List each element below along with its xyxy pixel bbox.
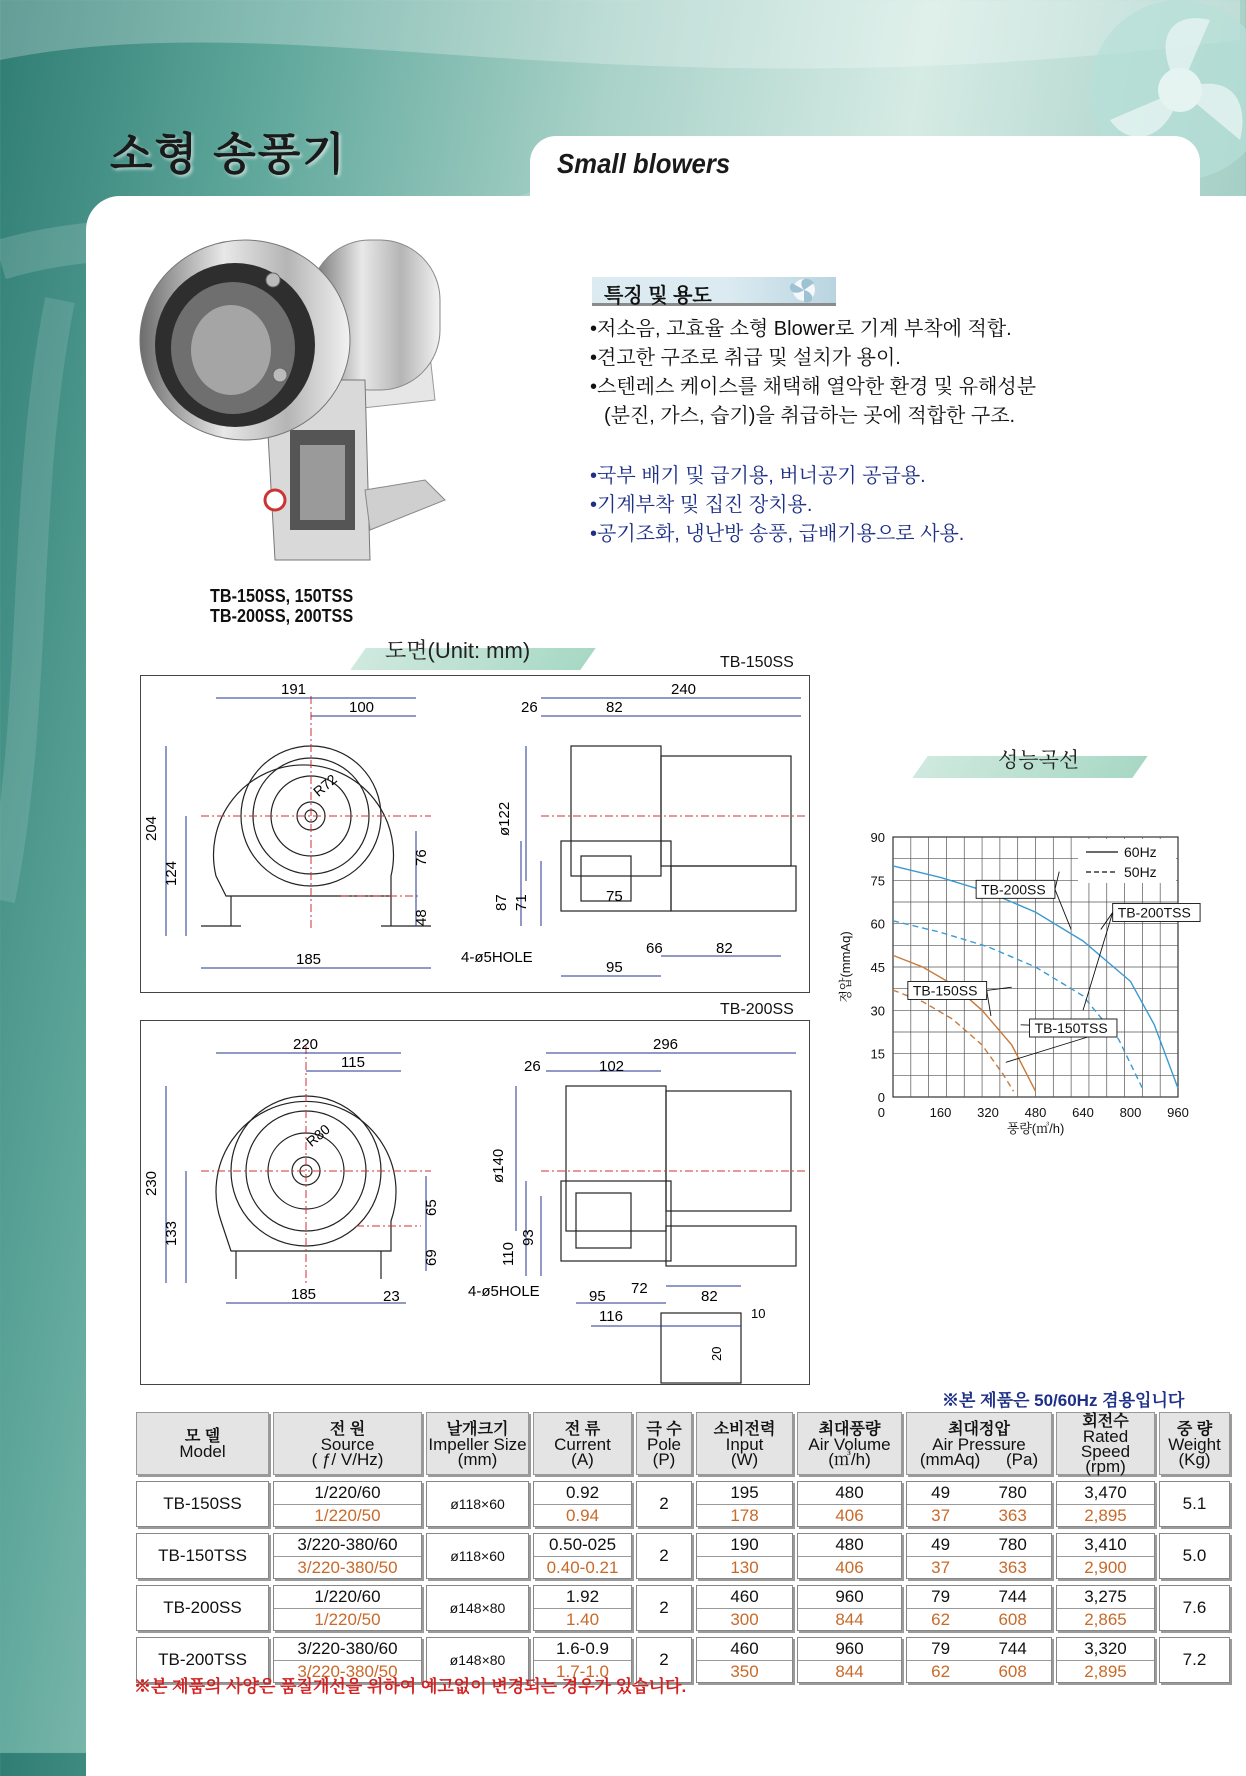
table-cell-input (696, 1481, 793, 1527)
photo-caption-line-2: TB-200SS, 200TSS (210, 606, 354, 626)
dim-116: 116 (599, 1308, 623, 1325)
callout-label: TB-200SS (981, 881, 1046, 898)
table-header-5 (696, 1412, 793, 1475)
dim-185b: 185 (291, 1286, 317, 1303)
y-tick-label: 30 (870, 1003, 885, 1019)
cell-pa: 744 (998, 1639, 1027, 1658)
header-ko: 모 델 (184, 1428, 221, 1445)
cell-pa: 363 (998, 1506, 1027, 1525)
cell-pa: 608 (998, 1662, 1027, 1681)
dim-133: 133 (163, 1220, 180, 1246)
table-row (136, 1585, 1230, 1631)
cell-current-60hz: 1.6-0.9 (534, 1638, 631, 1661)
table-cell-mmaq (906, 1481, 1052, 1527)
photo-caption-line-1: TB-150SS, 150TSS (210, 586, 354, 606)
page-title-korean: 소형 송풍기 (110, 130, 347, 179)
cell-volume-60hz: 480 (798, 1482, 901, 1505)
table-cell-source (273, 1481, 422, 1527)
drawing-tb200ss (140, 1020, 810, 1385)
table-cell-weight: 7.2 (1159, 1637, 1230, 1683)
table-header-3 (533, 1412, 632, 1475)
dim-66: 66 (646, 940, 663, 957)
table-cell-pole: 2 (636, 1637, 692, 1683)
table-cell-current (533, 1533, 632, 1579)
table-cell-volume (797, 1533, 902, 1579)
dim-230: 230 (143, 1170, 160, 1196)
cell-volume-60hz: 960 (798, 1638, 901, 1661)
table-header-7 (906, 1412, 1052, 1475)
table-cell-current (533, 1585, 632, 1631)
drawing-heading: 도면(Unit: mm) (385, 638, 531, 663)
table-cell-source (273, 1533, 422, 1579)
table-cell-pole: 2 (636, 1585, 692, 1631)
feature-item-2: •견고한 구조로 취급 및 설치가 용이. (590, 347, 901, 369)
cell-speed-50hz: 2,865 (1084, 1610, 1127, 1629)
cell-speed-50hz: 2,895 (1084, 1662, 1127, 1681)
table-cell-model: TB-200SS (136, 1585, 269, 1631)
dim-115: 115 (341, 1054, 365, 1071)
table-cell-speed (1056, 1481, 1155, 1527)
drawing-1-label: TB-150SS (720, 654, 794, 671)
table-header-9 (1159, 1412, 1230, 1475)
header-en: Input (725, 1434, 764, 1454)
table-cell-weight: 5.0 (1159, 1533, 1230, 1579)
dim-204: 204 (143, 815, 160, 841)
cell-mmaq: 62 (931, 1610, 951, 1629)
cell-input-50hz: 130 (730, 1558, 759, 1577)
cell-source-60hz: 1/220/60 (274, 1586, 421, 1609)
table-cell-weight: 7.6 (1159, 1585, 1230, 1631)
header-en: Air Pressure (932, 1434, 1026, 1454)
cell-input-60hz: 195 (697, 1482, 792, 1505)
fan-icon (752, 277, 836, 303)
dim-10: 10 (751, 1306, 766, 1321)
header-unit-2: (Pa) (1006, 1449, 1039, 1469)
dim-72: 72 (631, 1280, 648, 1297)
callout-label: TB-200TSS (1117, 904, 1191, 921)
y-tick-label: 90 (870, 830, 885, 845)
table-cell-speed (1056, 1585, 1155, 1631)
feature-item-1: •저소음, 고효율 소형 Blower로 기계 부착에 적합. (590, 318, 1012, 340)
dim-95b: 95 (589, 1288, 606, 1305)
dual-frequency-note: ※본 제품은 50/60Hz 겸용입니다 (942, 1391, 1185, 1410)
callout-label: TB-150TSS (1034, 1020, 1108, 1036)
header-unit: (rpm) (1085, 1457, 1126, 1476)
cell-speed-60hz: 3,320 (1057, 1638, 1154, 1661)
dim-dia-122: ø122 (496, 801, 513, 836)
table-header-4 (636, 1412, 692, 1475)
table-cell-model: TB-150TSS (136, 1533, 269, 1579)
cell-source-60hz: 3/220-380/60 (274, 1534, 421, 1557)
header-unit: (W) (730, 1449, 759, 1469)
header-ko: 극 수 (646, 1420, 682, 1438)
header-en: Weight (1168, 1434, 1221, 1454)
cell-volume-50hz: 406 (835, 1506, 864, 1525)
table-cell-volume (797, 1585, 902, 1631)
dim-65: 65 (423, 1199, 440, 1216)
y-tick-label: 60 (870, 916, 885, 932)
x-tick-label: 160 (929, 1105, 952, 1120)
table-header-2 (426, 1412, 529, 1475)
header-unit: (Kg) (1178, 1449, 1211, 1469)
cell-mmaq: 79 (931, 1587, 951, 1606)
cell-speed-50hz: 2,895 (1084, 1506, 1127, 1525)
performance-chart (840, 820, 1210, 1140)
dim-r72: R72 (309, 770, 340, 800)
y-tick-label: 75 (870, 873, 885, 889)
cell-mmaq: 37 (931, 1558, 951, 1577)
header-en: Pole (646, 1434, 682, 1454)
dim-82-bottom: 82 (716, 940, 733, 957)
header-unit: (mm) (457, 1449, 498, 1469)
blower-photo (125, 230, 455, 580)
cell-mmaq: 37 (931, 1506, 951, 1525)
table-header-0 (136, 1412, 269, 1475)
header-unit: (㎥/h) (828, 1449, 871, 1469)
drawing-tb150ss-svg (141, 676, 809, 992)
cell-volume-50hz: 844 (835, 1610, 864, 1629)
dim-r80: R80 (302, 1120, 333, 1150)
dim-23: 23 (383, 1288, 400, 1305)
header-en: Current (554, 1434, 611, 1454)
table-header-row (136, 1412, 1230, 1475)
cell-input-50hz: 350 (730, 1662, 759, 1681)
cell-source-50hz: 1/220/50 (314, 1610, 381, 1629)
dim-296: 296 (653, 1036, 679, 1053)
cell-pa: 780 (998, 1483, 1027, 1502)
cell-pa: 608 (998, 1610, 1027, 1629)
header-unit: (mmAq) (919, 1449, 981, 1469)
dim-71: 71 (513, 894, 530, 911)
header-ko: 중 량 (1176, 1420, 1213, 1438)
dim-185: 185 (296, 951, 322, 968)
header-en: Impeller Size (428, 1434, 527, 1454)
dim-87: 87 (493, 894, 510, 911)
dim-26: 26 (521, 699, 538, 716)
chart-title: 성능곡선 (998, 749, 1080, 772)
cell-pa: 744 (998, 1587, 1027, 1606)
x-tick-label: 640 (1072, 1105, 1094, 1120)
cell-current-50hz: 0.94 (565, 1506, 600, 1525)
dim-69: 69 (423, 1249, 440, 1266)
cell-source-60hz: 3/220-380/60 (274, 1638, 421, 1661)
y-axis-label: 정압(mmAq) (838, 931, 853, 1003)
table-cell-volume (797, 1481, 902, 1527)
header-unit: (P) (652, 1449, 676, 1469)
dim-240: 240 (671, 681, 697, 698)
dim-124: 124 (163, 860, 180, 886)
table-cell-impeller: ø118×60 (426, 1533, 529, 1579)
cell-mmaq: 79 (931, 1639, 951, 1658)
cell-speed-60hz: 3,470 (1057, 1482, 1154, 1505)
cell-pa: 780 (998, 1535, 1027, 1554)
table-cell-impeller: ø148×80 (426, 1637, 529, 1683)
dim-hole-b: 4-ø5HOLE (468, 1283, 540, 1300)
table-cell-speed (1056, 1637, 1155, 1683)
cell-source-50hz: 3/220-380/50 (297, 1662, 398, 1681)
table-cell-pole: 2 (636, 1533, 692, 1579)
legend-60hz-label: 60Hz (1124, 844, 1157, 860)
dim-48: 48 (413, 909, 430, 926)
table-cell-weight: 5.1 (1159, 1481, 1230, 1527)
cell-speed-50hz: 2,900 (1084, 1558, 1127, 1577)
table-cell-model: TB-150SS (136, 1481, 269, 1527)
table-header-1 (273, 1412, 422, 1475)
table-cell-model: TB-200TSS (136, 1637, 269, 1683)
header-ko: 전 원 (329, 1420, 366, 1438)
drawing-tb150ss (140, 675, 810, 993)
dim-93: 93 (520, 1229, 537, 1246)
drawing-2-label: TB-200SS (720, 1001, 794, 1018)
dim-hole: 4-ø5HOLE (461, 949, 533, 966)
cell-current-50hz: 0.40-0.21 (546, 1558, 619, 1577)
table-cell-impeller: ø118×60 (426, 1481, 529, 1527)
header-unit: (A) (571, 1449, 594, 1469)
cell-mmaq: 62 (931, 1662, 951, 1681)
y-tick-label: 45 (870, 960, 885, 975)
dim-95: 95 (606, 959, 623, 976)
disclaimer-note: ※본 제품의 사양은 품질개선을 위하여 예고없이 변경되는 경우가 있습니다. (134, 1677, 687, 1696)
header-ko: 회전수 (1082, 1413, 1129, 1430)
callout-label: TB-150SS (912, 982, 978, 999)
features-heading-text: 특징 및 용도 (604, 285, 712, 307)
features-heading (592, 277, 836, 306)
dim-dia-140: ø140 (490, 1148, 507, 1183)
table-cell-input (696, 1585, 793, 1631)
table-header-6 (797, 1412, 902, 1475)
table-cell-mmaq (906, 1637, 1052, 1683)
use-item-1: •국부 배기 및 급기용, 버너공기 공급용. (590, 465, 926, 487)
table-cell-mmaq (906, 1533, 1052, 1579)
header-ko: 최대정압 (948, 1420, 1010, 1438)
cell-source-50hz: 3/220-380/50 (297, 1558, 398, 1577)
cell-input-60hz: 190 (697, 1534, 792, 1557)
cell-input-50hz: 300 (730, 1610, 759, 1629)
table-cell-mmaq (906, 1585, 1052, 1631)
dim-75: 75 (606, 888, 623, 905)
table-cell-impeller: ø148×80 (426, 1585, 529, 1631)
dim-110: 110 (500, 1242, 517, 1266)
table-cell-volume (797, 1637, 902, 1683)
cell-input-60hz: 460 (697, 1586, 792, 1609)
cell-source-60hz: 1/220/60 (274, 1482, 421, 1505)
table-cell-current (533, 1481, 632, 1527)
feature-item-3-cont: (분진, 가스, 습기)을 취급하는 곳에 적합한 구조. (604, 405, 1016, 427)
cell-current-50hz: 1.7-1.0 (556, 1662, 609, 1681)
cell-speed-60hz: 3,275 (1057, 1586, 1154, 1609)
use-item-2: •기계부착 및 집진 장치용. (590, 494, 813, 516)
x-tick-label: 800 (1119, 1105, 1142, 1120)
table-cell-input (696, 1533, 793, 1579)
dim-100: 100 (349, 699, 375, 716)
cell-input-60hz: 460 (697, 1638, 792, 1661)
header-en: Air Volume (808, 1434, 891, 1454)
x-tick-label: 480 (1024, 1105, 1047, 1120)
header-en: Source (320, 1434, 375, 1454)
header-en: Model (179, 1442, 226, 1461)
dim-76: 76 (413, 849, 430, 866)
y-tick-label: 0 (877, 1090, 885, 1105)
dim-26b: 26 (524, 1058, 541, 1075)
cell-input-50hz: 178 (730, 1506, 759, 1525)
use-item-3: •공기조화, 냉난방 송풍, 급배기용으로 사용. (590, 523, 965, 545)
cell-volume-60hz: 480 (798, 1534, 901, 1557)
cell-volume-60hz: 960 (798, 1586, 901, 1609)
table-row (136, 1481, 1230, 1527)
x-tick-label: 960 (1167, 1105, 1189, 1120)
table-cell-input (696, 1637, 793, 1683)
table-row (136, 1533, 1230, 1579)
header-ko: 소비전력 (713, 1420, 776, 1438)
page-title-english: Small blowers (557, 148, 731, 179)
y-tick-label: 15 (870, 1046, 885, 1062)
header-ko: 최대풍량 (818, 1420, 881, 1438)
cell-current-50hz: 1.40 (565, 1610, 600, 1629)
dim-20: 20 (709, 1346, 724, 1361)
header-unit: ( ƒ/ V/Hz) (311, 1449, 384, 1469)
table-cell-speed (1056, 1533, 1155, 1579)
header-ko: 전 류 (564, 1420, 601, 1438)
cell-volume-50hz: 844 (835, 1662, 864, 1681)
cell-pa: 363 (998, 1558, 1027, 1577)
dim-220: 220 (293, 1036, 319, 1053)
dim-102: 102 (599, 1058, 625, 1075)
cell-mmaq: 49 (931, 1535, 951, 1554)
drawing-tb200ss-svg (141, 1021, 809, 1384)
cell-mmaq: 49 (931, 1483, 951, 1502)
header-en: Rated Speed (1080, 1427, 1131, 1461)
table-cell-pole: 2 (636, 1481, 692, 1527)
legend-50hz-label: 50Hz (1124, 864, 1157, 880)
dim-191: 191 (281, 681, 307, 698)
cell-current-60hz: 0.92 (534, 1482, 631, 1505)
cell-volume-50hz: 406 (835, 1558, 864, 1577)
x-tick-label: 320 (977, 1105, 999, 1120)
spec-table (132, 1412, 1234, 1683)
dim-82-top: 82 (606, 699, 623, 716)
cell-current-60hz: 0.50-025 (534, 1534, 631, 1557)
dim-82b: 82 (701, 1288, 718, 1305)
cell-speed-60hz: 3,410 (1057, 1534, 1154, 1557)
table-header-8 (1056, 1412, 1155, 1475)
x-tick-label: 0 (877, 1105, 885, 1120)
header-ko: 날개크기 (446, 1420, 509, 1438)
photo-caption (210, 586, 353, 626)
feature-item-3: •스텐레스 케이스를 채택해 열악한 환경 및 유해성분 (590, 376, 1037, 398)
x-axis-label: 풍량(㎥/h) (1006, 1121, 1065, 1136)
cell-current-60hz: 1.92 (534, 1586, 631, 1609)
table-cell-source (273, 1585, 422, 1631)
cell-source-50hz: 1/220/50 (314, 1506, 381, 1525)
header-units (907, 1449, 1051, 1469)
